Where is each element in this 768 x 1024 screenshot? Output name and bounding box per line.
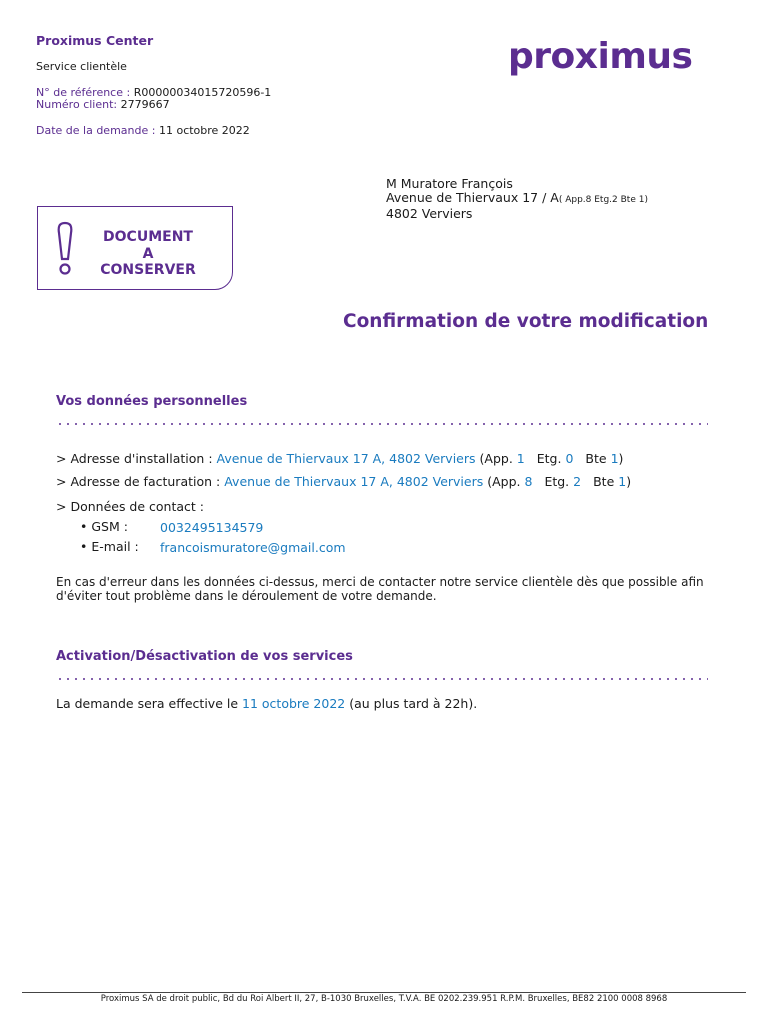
keep-document-text [98, 229, 198, 279]
billing-etg-value: 2 [573, 474, 582, 489]
contact-data-label: > Données de contact : [56, 499, 204, 514]
billing-app-value: 8 [524, 474, 533, 489]
page-title: Confirmation de votre modification [343, 311, 709, 332]
effective-date: 11 octobre 2022 [242, 696, 346, 711]
sender-name: Proximus Center [36, 33, 154, 48]
gsm-value: 0032495134579 [160, 520, 264, 535]
installation-etg-label: Etg. [536, 451, 562, 466]
error-note-line1: En cas d'erreur dans les données ci-dessus, merci de contacter notre service clientèle dès que possible afin [56, 575, 704, 589]
billing-etg-label: Etg. [544, 474, 570, 489]
keep-document-line2: A [142, 245, 154, 262]
request-date-label: Date de la demande : [36, 124, 156, 137]
services-heading: Activation/Désactivation de vos services [56, 649, 353, 664]
email-label: E-mail : [91, 539, 139, 554]
error-note-line2: d'éviter tout problème dans le déroulement de votre demande. [56, 589, 437, 603]
installation-address-value: Avenue de Thiervaux 17 A, 4802 Verviers [216, 451, 476, 466]
reference-value: R00000034015720596-1 [133, 86, 272, 99]
billing-bte-label: Bte [593, 474, 615, 489]
dotted-divider [56, 423, 708, 425]
effective-date-line [56, 696, 477, 711]
email-value: francoismuratore@gmail.com [160, 540, 346, 555]
gsm-label: GSM : [91, 519, 128, 534]
recipient-name: M Muratore François [386, 176, 513, 191]
billing-bte-value: 1 [618, 474, 627, 489]
keep-document-line3: CONSERVER [100, 262, 196, 278]
recipient-street-line [386, 191, 648, 207]
keep-document-box [37, 206, 233, 290]
proximus-logo [508, 34, 693, 80]
billing-address-label: > Adresse de facturation : [56, 474, 221, 489]
company-footer: Proximus SA de droit public, Bd du Roi Albert II, 27, B-1030 Bruxelles, T.V.A. BE 0202.239.951 R.P.M. Bruxelles, BE82 2100 0008 8968 [100, 994, 668, 1004]
installation-app-label: (App. [479, 451, 513, 466]
exclamation-icon [54, 221, 76, 277]
installation-etg-value: 0 [565, 451, 574, 466]
request-date-line [36, 124, 250, 137]
installation-bte-value: 1 [610, 451, 619, 466]
recipient-street: Avenue de Thiervaux 17 / A [386, 190, 559, 205]
reference-label: N° de référence : [36, 86, 131, 99]
installation-address-label: > Adresse d'installation : [56, 451, 213, 466]
installation-bte-label: Bte [585, 451, 607, 466]
billing-close: ) [626, 474, 632, 489]
installation-address-line [56, 451, 623, 466]
personal-data-heading: Vos données personnelles [56, 394, 248, 409]
effective-text-before: La demande sera effective le [56, 696, 239, 711]
billing-address-value: Avenue de Thiervaux 17 A, 4802 Verviers [224, 474, 484, 489]
sender-department: Service clientèle [36, 60, 127, 73]
logo-wordmark: proximus [508, 36, 693, 77]
recipient-city: 4802 Verviers [386, 206, 473, 221]
billing-app-label: (App. [487, 474, 521, 489]
installation-close: ) [618, 451, 624, 466]
client-number-line [36, 98, 170, 111]
installation-app-value: 1 [516, 451, 525, 466]
request-date-value: 11 octobre 2022 [158, 124, 250, 137]
client-number-label: Numéro client: [36, 98, 118, 111]
recipient-address [386, 177, 648, 221]
dotted-divider-services [56, 678, 708, 680]
effective-text-after: (au plus tard à 22h). [349, 696, 478, 711]
footer-divider [22, 992, 746, 993]
client-number-value: 2779667 [120, 98, 170, 111]
email-bullet: • E-mail : [80, 539, 139, 554]
billing-address-line [56, 474, 631, 489]
gsm-bullet: • GSM : [80, 519, 128, 534]
recipient-street-detail: ( App.8 Etg.2 Bte 1) [558, 195, 648, 205]
keep-document-line1: DOCUMENT [103, 229, 193, 245]
